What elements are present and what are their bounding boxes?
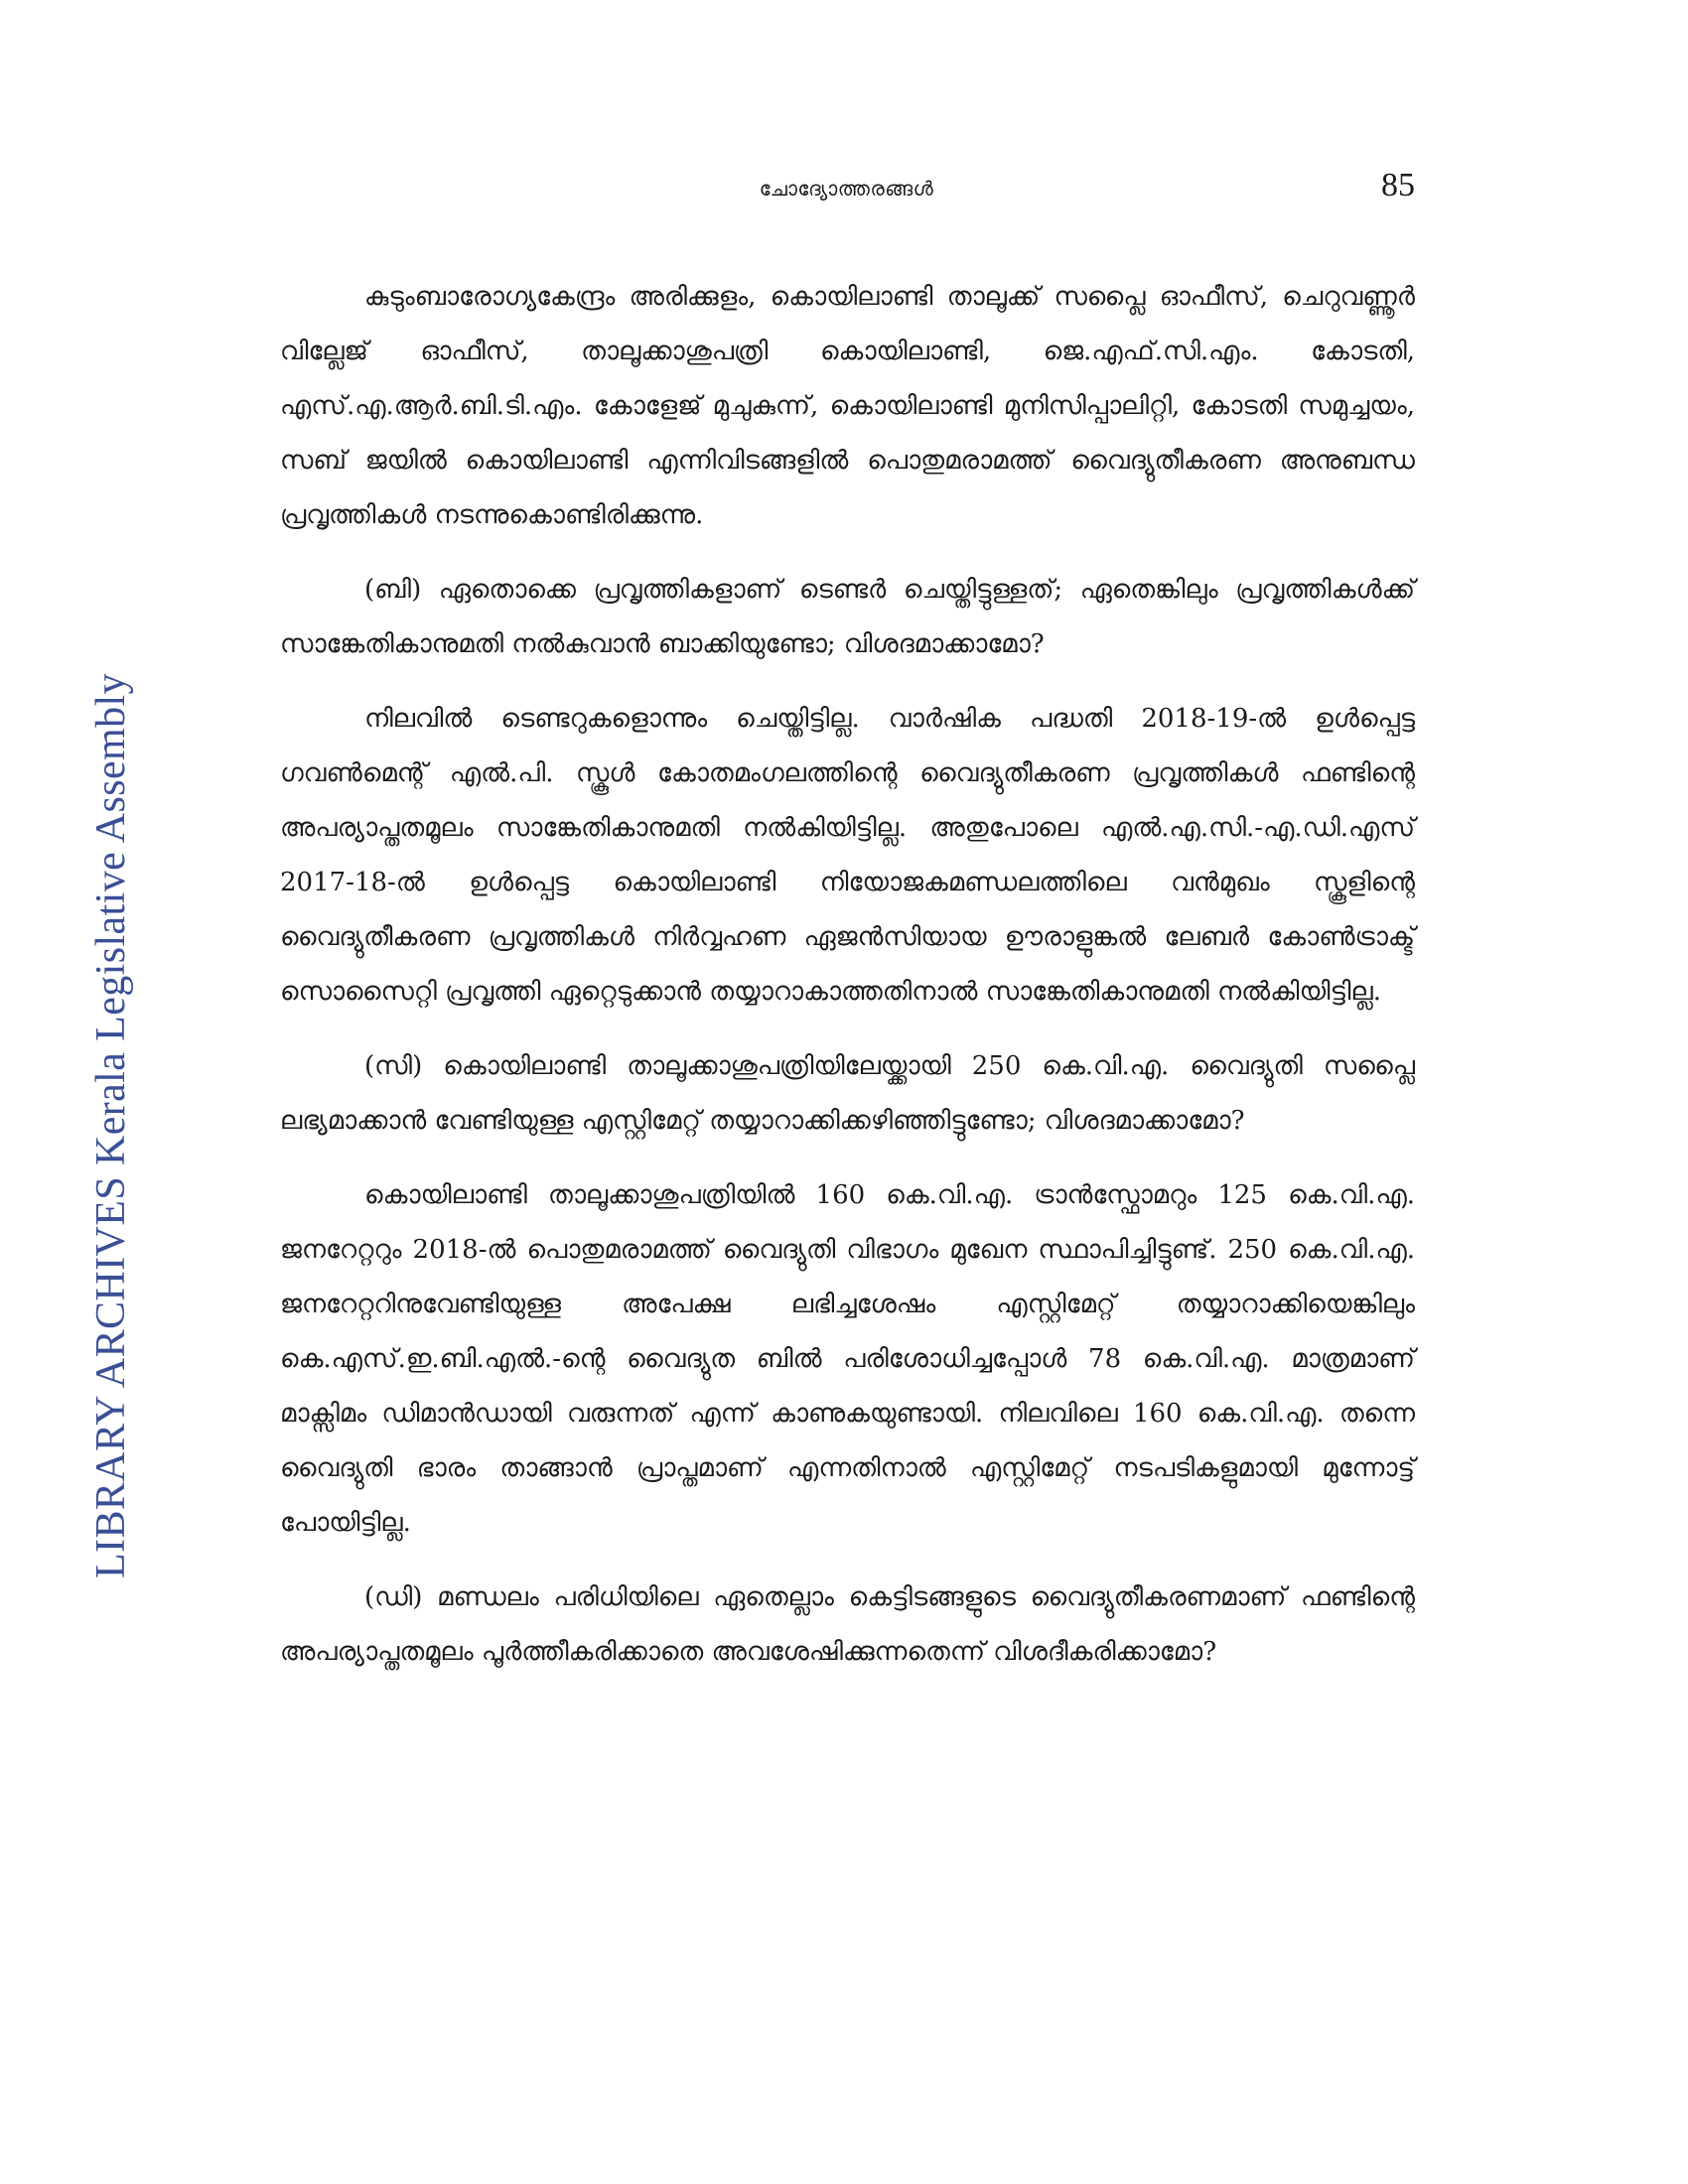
page-number: 85 [1381,167,1415,204]
paragraph-question-b: (ബി) ഏതൊക്കെ പ്രവൃത്തികളാണ് ടെണ്ടർ ചെയ്തിട്ടുള്ളത്; ഏതെങ്കിലും പ്രവൃത്തികൾക്ക് സാങ്കേതികാനുമതി നൽകുവാൻ ബാക്കിയുണ്ടോ; വിശദമാക്കാമോ? [280,575,1415,659]
header-title: ചോദ്യോത്തരങ്ങൾ [759,177,934,201]
running-header [278,167,1415,216]
paragraph-answer-c: കൊയിലാണ്ടി താലൂക്കാശുപത്രിയിൽ 160 കെ.വി.എ. ട്രാൻസ്ഫോമറും 125 കെ.വി.എ. ജനറേറ്ററും 2018-ൽ പൊതുമരാമത്ത് വൈദ്യുതി വിഭാഗം മുഖേന സ്ഥാപിച്ചിട്ടുണ്ട്. 250 കെ.വി.എ. ജനറേറ്ററിനുവേണ്ടിയുള്ള അപേക്ഷ ലഭിച്ചശേഷം എസ്റ്റിമേറ്റ് തയ്യാറാക്കിയെങ്കിലും കെ.എസ്.ഇ.ബി.എൽ.-ന്റെ വൈദ്യുത ബിൽ പരിശോധിച്ചപ്പോൾ 78 കെ.വി.എ. മാത്രമാണ് മാക്സിമം ഡിമാൻഡായി വരുന്നത് എന്ന് കാണുകയുണ്ടായി. നിലവിലെ 160 കെ.വി.എ. തന്നെ വൈദ്യുതി ഭാരം താങ്ങാൻ പ്രാപ്തമാണ് എന്നതിനാൽ എസ്റ്റിമേറ്റ് നടപടികളുമായി മുന്നോട്ട് പോയിട്ടില്ല. [280,1180,1415,1538]
paragraph-question-d: (ഡി) മണ്ഡലം പരിധിയിലെ ഏതെല്ലാം കെട്ടിടങ്ങളുടെ വൈദ്യുതീകരണമാണ് ഫണ്ടിന്റെ അപര്യാപ്തതമൂലം പൂർത്തീകരിക്കാതെ അവശേഷിക്കുന്നതെന്ന് വിശദീകരിക്കാമോ? [280,1582,1415,1667]
paragraph-answer-b: നിലവിൽ ടെണ്ടറുകളൊന്നും ചെയ്തിട്ടില്ല. വാർഷിക പദ്ധതി 2018-19-ൽ ഉൾപ്പെട്ട ഗവൺമെന്റ് എൽ.പി. സ്കൂൾ കോതമംഗലത്തിന്റെ വൈദ്യുതീകരണ പ്രവൃത്തികൾ ഫണ്ടിന്റെ അപര്യാപ്തതമൂലം സാങ്കേതികാനുമതി നൽകിയിട്ടില്ല. അതുപോലെ എൽ.എ.സി.-എ.ഡി.എസ് 2017-18-ൽ ഉൾപ്പെട്ട കൊയിലാണ്ടി നിയോജകമണ്ഡലത്തിലെ വൻമുഖം സ്കൂളിന്റെ വൈദ്യുതീകരണ പ്രവൃത്തികൾ നിർവ്വഹണ ഏജൻസിയായ ഊരാളുങ്കൽ ലേബർ കോൺട്രാക്ട് സൊസൈറ്റി പ്രവൃത്തി ഏറ്റെടുക്കാൻ തയ്യാറാകാത്തതിനാൽ സാങ്കേതികാനുമതി നൽകിയിട്ടില്ല. [280,704,1415,1007]
body-text [280,270,1415,1700]
paragraph-question-c: (സി) കൊയിലാണ്ടി താലൂക്കാശുപത്രിയിലേയ്ക്കായി 250 കെ.വി.എ. വൈദ്യുതി സപ്ലൈ ലഭ്യമാക്കാൻ വേണ്ടിയുള്ള എസ്റ്റിമേറ്റ് തയ്യാറാക്കിക്കഴിഞ്ഞിട്ടുണ്ടോ; വിശദമാക്കാമോ? [280,1051,1415,1136]
paragraph-answer-a-continued: കുടുംബാരോഗ്യകേന്ദ്രം അരിക്കുളം, കൊയിലാണ്ടി താലൂക്ക് സപ്ലൈ ഓഫീസ്, ചെറുവണ്ണൂർ വില്ലേജ് ഓഫീസ്, താലൂക്കാശുപത്രി കൊയിലാണ്ടി, ജെ.എഫ്.സി.എം. കോടതി, എസ്.എ.ആർ.ബി.ടി.എം. കോളേജ് മുചുകുന്ന്, കൊയിലാണ്ടി മുനിസിപ്പാലിറ്റി, കോടതി സമുച്ചയം, സബ് ജയിൽ കൊയിലാണ്ടി എന്നിവിടങ്ങളിൽ പൊതുമരാമത്ത് വൈദ്യുതീകരണ അനുബന്ധ പ്രവൃത്തികൾ നടന്നുകൊണ്ടിരിക്കുന്നു. [280,282,1415,530]
archive-watermark: LIBRARY ARCHIVES Kerala Legislative Assembly [88,673,134,1578]
